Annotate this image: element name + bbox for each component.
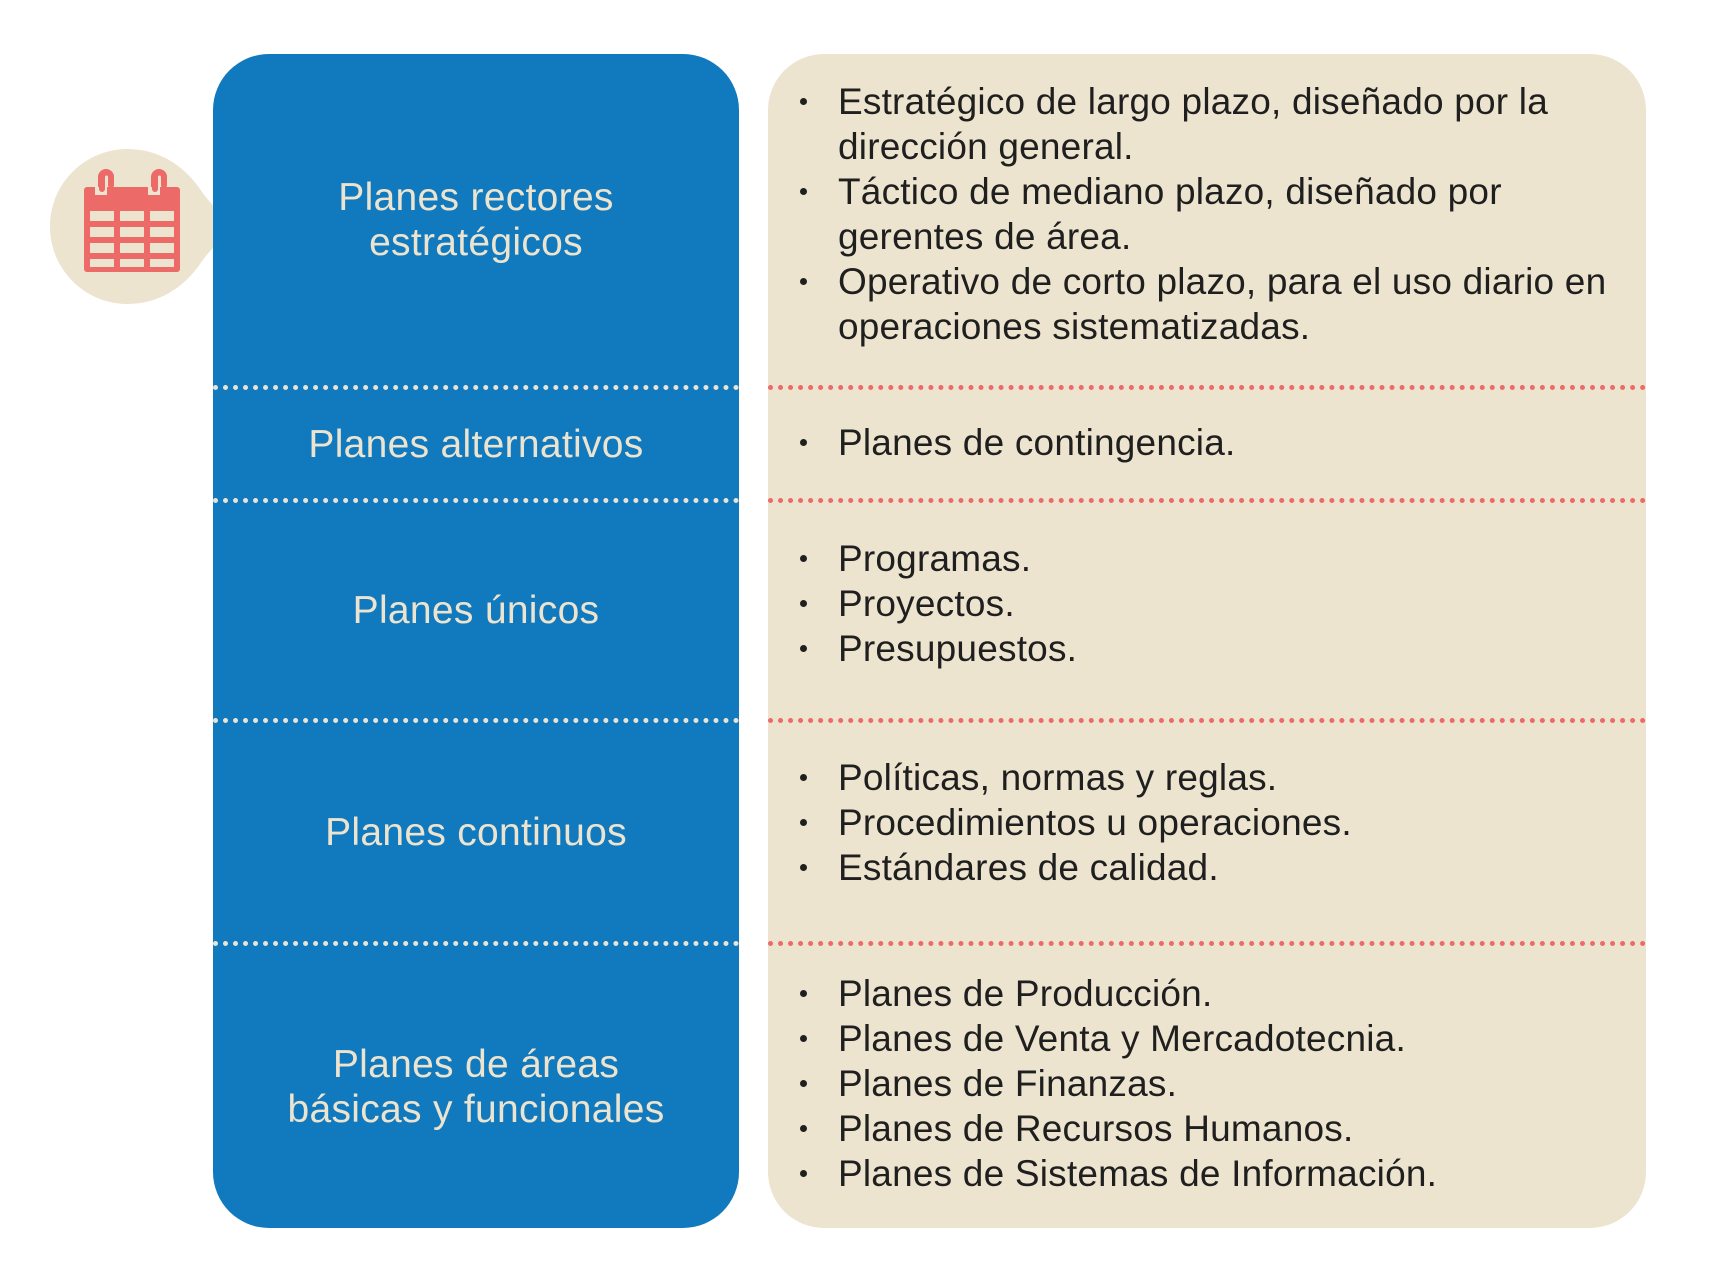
description-row-3 <box>768 503 1646 718</box>
category-row-4 <box>213 723 739 941</box>
category-row-3 <box>213 503 739 718</box>
category-label: Planes de áreas básicas y funcionales <box>287 1043 665 1131</box>
category-row-5 <box>213 946 739 1228</box>
list-item: Planes de Finanzas. <box>798 1061 1622 1106</box>
list-item: Presupuestos. <box>798 626 1622 671</box>
bullet-icon <box>800 864 807 871</box>
list-item: Planes de Producción. <box>798 971 1622 1016</box>
bullet-list <box>798 79 1622 349</box>
category-label: Planes únicos <box>352 589 600 632</box>
bullet-icon <box>800 1170 807 1177</box>
list-item: Planes de Venta y Mercadotecnia. <box>798 1016 1622 1061</box>
descriptions-column <box>768 54 1646 1228</box>
list-item: Planes de Sistemas de Información. <box>798 1151 1622 1196</box>
list-item: Programas. <box>798 536 1622 581</box>
description-row-2 <box>768 390 1646 498</box>
bullet-icon <box>800 1035 807 1042</box>
bullet-icon <box>800 990 807 997</box>
bullet-list <box>798 536 1622 671</box>
bullet-list <box>798 420 1622 465</box>
list-item: Políticas, normas y reglas. <box>798 755 1622 800</box>
list-item: Procedimientos u operaciones. <box>798 800 1622 845</box>
category-label: Planes continuos <box>325 810 627 854</box>
list-item: Planes de contingencia. <box>798 420 1622 465</box>
bullet-icon <box>800 1125 807 1132</box>
category-label: Planes rectores estratégicos <box>338 175 614 264</box>
description-row-1 <box>768 54 1646 385</box>
list-item: Proyectos. <box>798 581 1622 626</box>
bullet-icon <box>800 188 807 195</box>
bullet-list <box>798 755 1622 890</box>
list-item: Estándares de calidad. <box>798 845 1622 890</box>
category-label: Planes alternativos <box>308 422 644 466</box>
list-item: Operativo de corto plazo, para el uso diario en operaciones sistematizadas. <box>798 259 1622 349</box>
bullet-icon <box>800 819 807 826</box>
bullet-icon <box>800 278 807 285</box>
bullet-icon <box>800 555 807 562</box>
calendar-icon <box>50 149 230 304</box>
list-item: Táctico de mediano plazo, diseñado por gerentes de área. <box>798 169 1622 259</box>
list-item: Estratégico de largo plazo, diseñado por la dirección general. <box>798 79 1622 169</box>
calendar-badge <box>50 149 205 304</box>
bullet-icon <box>800 600 807 607</box>
description-row-4 <box>768 723 1646 941</box>
list-item: Planes de Recursos Humanos. <box>798 1106 1622 1151</box>
category-row-2 <box>213 390 739 498</box>
bullet-icon <box>800 645 807 652</box>
bullet-list <box>798 971 1622 1196</box>
categories-column <box>213 54 739 1228</box>
bullet-icon <box>800 439 807 446</box>
description-row-5 <box>768 946 1646 1228</box>
category-row-1 <box>213 54 739 385</box>
bullet-icon <box>800 774 807 781</box>
bullet-icon <box>800 1080 807 1087</box>
bullet-icon <box>800 98 807 105</box>
